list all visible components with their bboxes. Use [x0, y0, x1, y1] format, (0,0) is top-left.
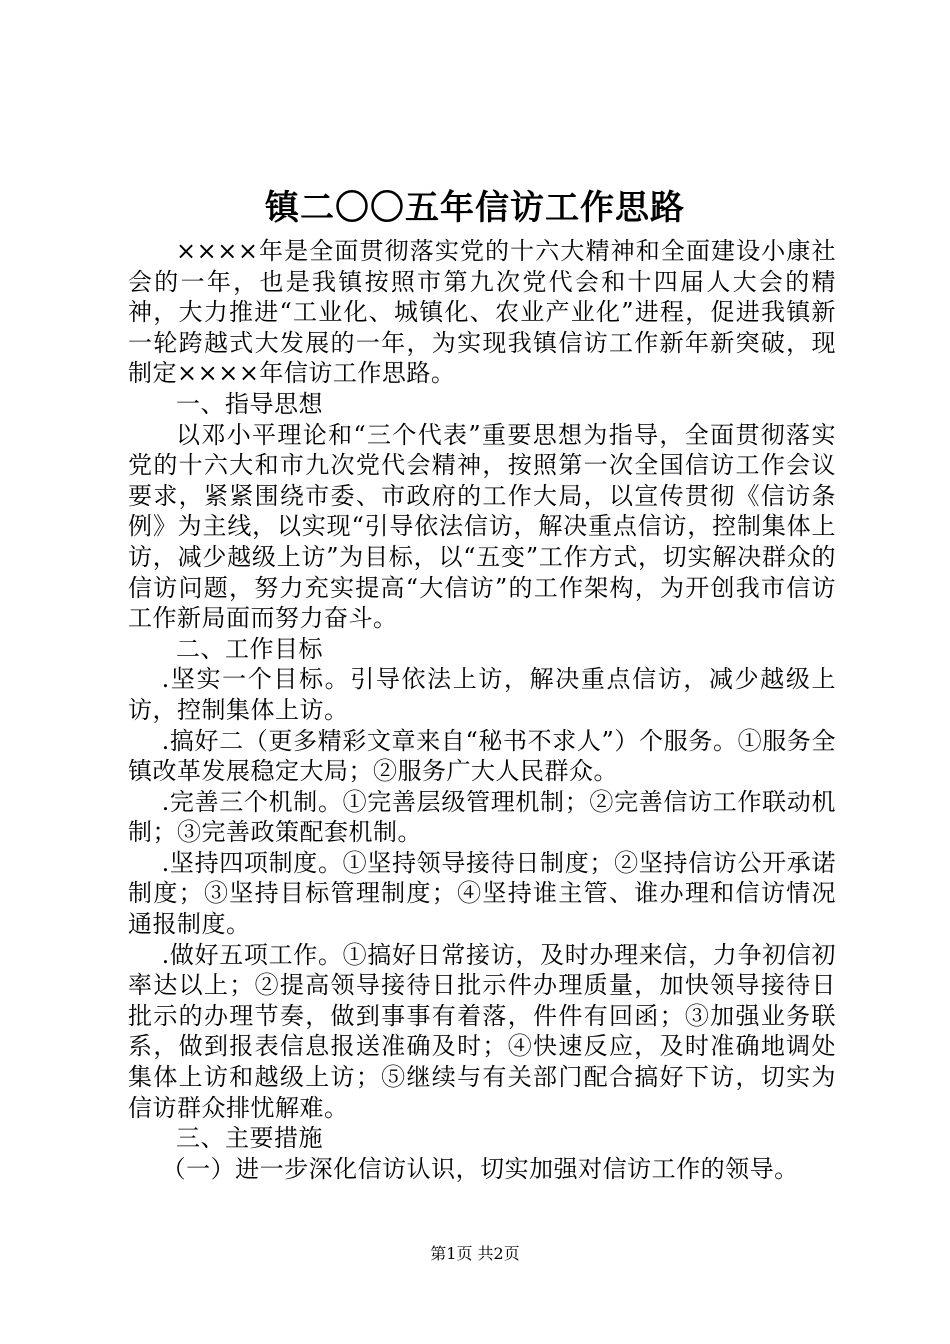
goal-item-4: .坚持四项制度。①坚持领导接待日制度；②坚持信访公开承诺制度；③坚持目标管理制度；④坚持谁主管、谁办理和信访情况通报制度。	[128, 848, 836, 939]
paragraph-guiding-ideology: 以邓小平理论和“三个代表”重要思想为指导，全面贯彻落实党的十六大和市九次党代会精神，按照第一次全国信访工作会议要求，紧紧围绕市委、市政府的工作大局，以宣传贯彻《信访条例》为主线，以实现“引导依法信访，解决重点信访，控制集体上访，减少越级上访”为目标，以“五变”工作方式，切实解决群众的信访问题，努力充实提高“大信访”的工作架构，为开创我市信访工作新局面而努力奋斗。	[128, 420, 836, 633]
paragraph-intro: ××××年是全面贯彻落实党的十六大精神和全面建设小康社会的一年，也是我镇按照市第九次党代会和十四届人大会的精神，大力推进“工业化、城镇化、农业产业化”进程，促进我镇新一轮跨越式大发展的一年，为实现我镇信访工作新年新突破，现制定××××年信访工作思路。	[128, 237, 836, 388]
goal-item-2: .搞好二（更多精彩文章来自“秘书不求人”）个服务。①服务全镇改革发展稳定大局；②服务广大人民群众。	[128, 726, 836, 786]
heading-main-measures: 三、主要措施	[176, 1124, 323, 1153]
page-footer: 第1页 共2页	[430, 1244, 520, 1263]
heading-guiding-ideology: 一、指导思想	[176, 389, 323, 418]
document-title: 镇二〇〇五年信访工作思路	[265, 188, 685, 228]
heading-work-goals: 二、工作目标	[176, 634, 323, 663]
goal-item-5: .做好五项工作。①搞好日常接访，及时办理来信，力争初信初率达以上；②提高领导接待日批示件办理质量，加快领导接待日批示的办理节奏，做到事事有着落，件件有回函；③加强业务联系，做到报表信息报送准确及时；④快速反应，及时准确地调处集体上访和越级上访；⑤继续与有关部门配合搞好下访，切实为信访群众排忧解难。	[128, 940, 836, 1122]
measure-item-1: （一）进一步深化信访认识，切实加强对信访工作的领导。	[161, 1154, 799, 1183]
document-body	[128, 236, 836, 1184]
goal-item-1: .坚实一个目标。引导依法上访，解决重点信访，减少越级上访，控制集体上访。	[128, 665, 836, 724]
goal-item-3: .完善三个机制。①完善层级管理机制；②完善信访工作联动机制；③完善政策配套机制。	[128, 787, 836, 847]
